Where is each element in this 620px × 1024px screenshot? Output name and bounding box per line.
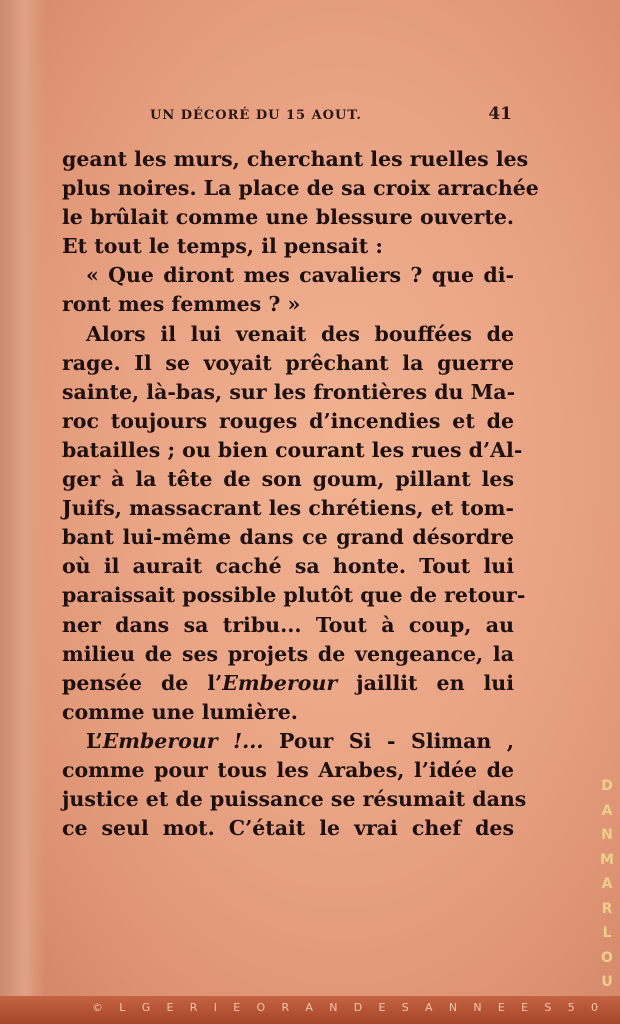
text-line: où il aurait caché sa honte. Tout lui <box>62 554 514 579</box>
text-line: ce seul mot. C’était le vrai chef des <box>62 816 514 841</box>
text-line: Juifs, massacrant les chrétiens, et tom- <box>62 496 514 521</box>
page-number: 41 <box>488 104 512 124</box>
page-gutter-shadow <box>0 0 46 1024</box>
text-line: bant lui-même dans ce grand désordre <box>62 525 514 550</box>
side-watermark <box>596 778 618 990</box>
text-run: jaillit en lui <box>337 670 514 695</box>
text-line: paraissait possible plutôt que de retour- <box>62 583 526 608</box>
text-line: ront mes femmes ? » <box>62 292 301 317</box>
page-header <box>150 104 512 128</box>
watermark-letter: U <box>601 974 613 990</box>
text-line: Alors il lui venait des bouffées de <box>86 321 514 346</box>
text-line: Et tout le temps, il pensait : <box>62 234 383 259</box>
watermark-letter: M <box>600 851 614 868</box>
text-run: pensée de l’ <box>62 670 223 695</box>
watermark-letter: L <box>602 925 612 941</box>
text-line: ger à la tête de son goum, pillant les <box>62 467 514 492</box>
bottom-watermark: © L G E R I E O R A N D E S A N N E E S 5 0 <box>92 1001 605 1014</box>
text-line: ner dans sa tribu... Tout à coup, au <box>62 612 514 637</box>
watermark-letter: R <box>601 900 613 917</box>
watermark-letter: N <box>601 827 613 843</box>
text-line: milieu de ses projets de vengeance, la <box>62 641 514 666</box>
watermark-letter: A <box>601 876 613 892</box>
text-line: batailles ; ou bien courant les rues d’Al- <box>62 437 523 462</box>
text-line <box>62 727 514 756</box>
italic-word: Emberour <box>222 670 338 695</box>
text-line: geant les murs, cherchant les ruelles les <box>62 147 529 171</box>
text-line: justice et de puissance se résumait dans <box>62 787 527 812</box>
text-run: L’ <box>86 728 103 753</box>
watermark-letter: O <box>601 949 613 966</box>
text-line: plus noires. La place de sa croix arrachée <box>62 176 539 201</box>
watermark-letter: D <box>601 778 613 794</box>
text-line: comme une lumière. <box>62 699 298 724</box>
text-line: le brûlait comme une blessure ouverte. <box>62 205 514 230</box>
text-line: « Que diront mes cavaliers ? que di- <box>86 263 514 288</box>
running-title: UN DÉCORÉ DU 15 AOUT. <box>150 108 362 123</box>
text-line <box>62 669 514 698</box>
text-line: sainte, là-bas, sur les frontières du Ma- <box>62 379 516 404</box>
text-line: rage. Il se voyait prêchant la guerre <box>62 350 514 375</box>
text-line: roc toujours rouges d’incendies et de <box>62 408 514 433</box>
watermark-letter: A <box>601 802 613 819</box>
text-run: Pour Si - Sliman , <box>263 728 514 753</box>
text-line: comme pour tous les Arabes, l’idée de <box>62 757 514 782</box>
body-text <box>62 145 539 843</box>
italic-word: Emberour !... <box>102 728 264 753</box>
